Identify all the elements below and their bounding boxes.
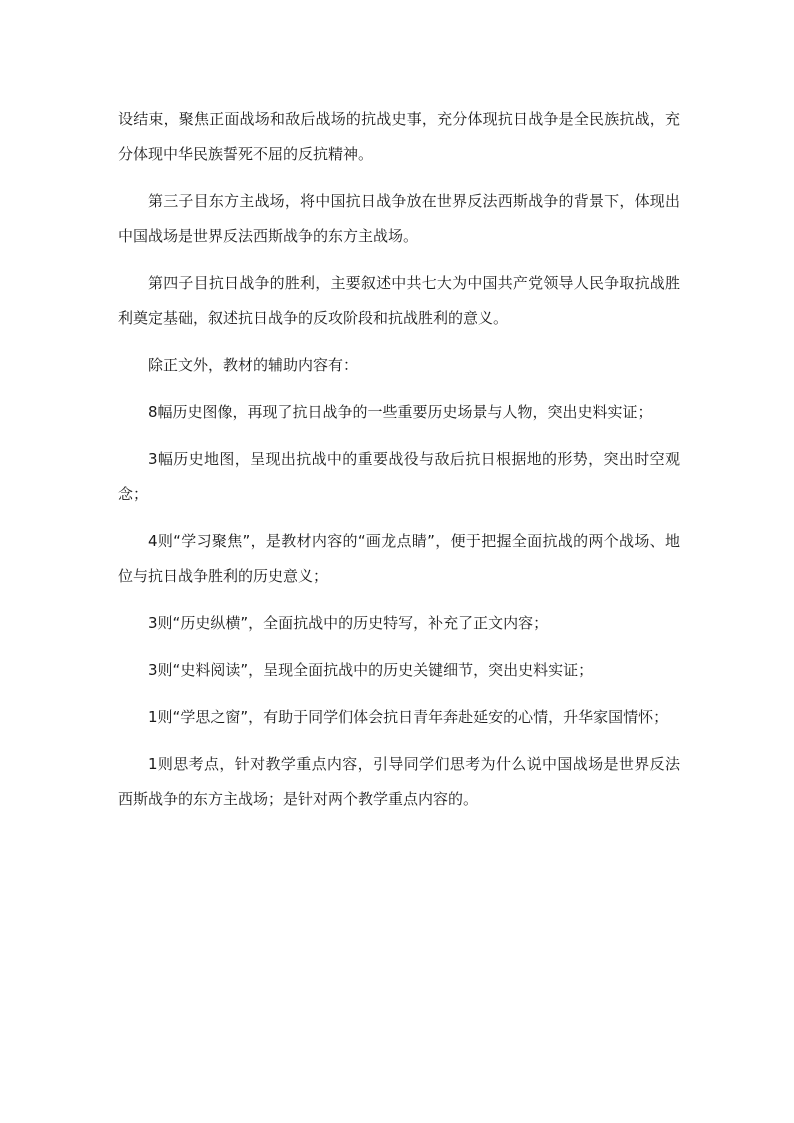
paragraph-5: 8幅历史图像，再现了抗日战争的一些重要历史场景与人物，突出史料实证；	[148, 403, 653, 421]
paragraph-3: 第四子目抗日战争的胜利，主要叙述中共七大为中国共产党领导人民争取抗战胜利奠定基础，叙述抗日战争的反攻阶段和抗战胜利的意义。	[118, 274, 680, 327]
paragraph-7: 4则“学习聚焦”，是教材内容的“画龙点睛”，便于把握全面抗战的两个战场、地位与抗日战争胜利的历史意义；	[118, 532, 680, 585]
paragraph-11: 1则思考点，针对教学重点内容，引导同学们思考为什么说中国战场是世界反法西斯战争的东方主战场；是针对两个教学重点内容的。	[118, 755, 680, 808]
paragraph-10: 1则“学思之窗”，有助于同学们体会抗日青年奔赴延安的心情，升华家国情怀；	[148, 708, 669, 726]
paragraph-1: 设结束，聚焦正面战场和敌后战场的抗战史事，充分体现抗日战争是全民族抗战，充分体现中华民族誓死不屈的反抗精神。	[118, 110, 680, 163]
paragraph-2: 第三子目东方主战场，将中国抗日战争放在世界反法西斯战争的背景下，体现出中国战场是世界反法西斯战争的东方主战场。	[118, 192, 680, 245]
paragraph-6: 3幅历史地图，呈现出抗战中的重要战役与敌后抗日根据地的形势，突出时空观念；	[118, 450, 680, 503]
paragraph-8: 3则“历史纵横”，全面抗战中的历史特写，补充了正文内容；	[148, 614, 549, 632]
paragraph-4: 除正文外，教材的辅助内容有：	[148, 356, 359, 374]
paragraph-9: 3则“史料阅读”，呈现全面抗战中的历史关键细节，突出史料实证；	[148, 661, 594, 679]
document-body	[118, 102, 680, 829]
